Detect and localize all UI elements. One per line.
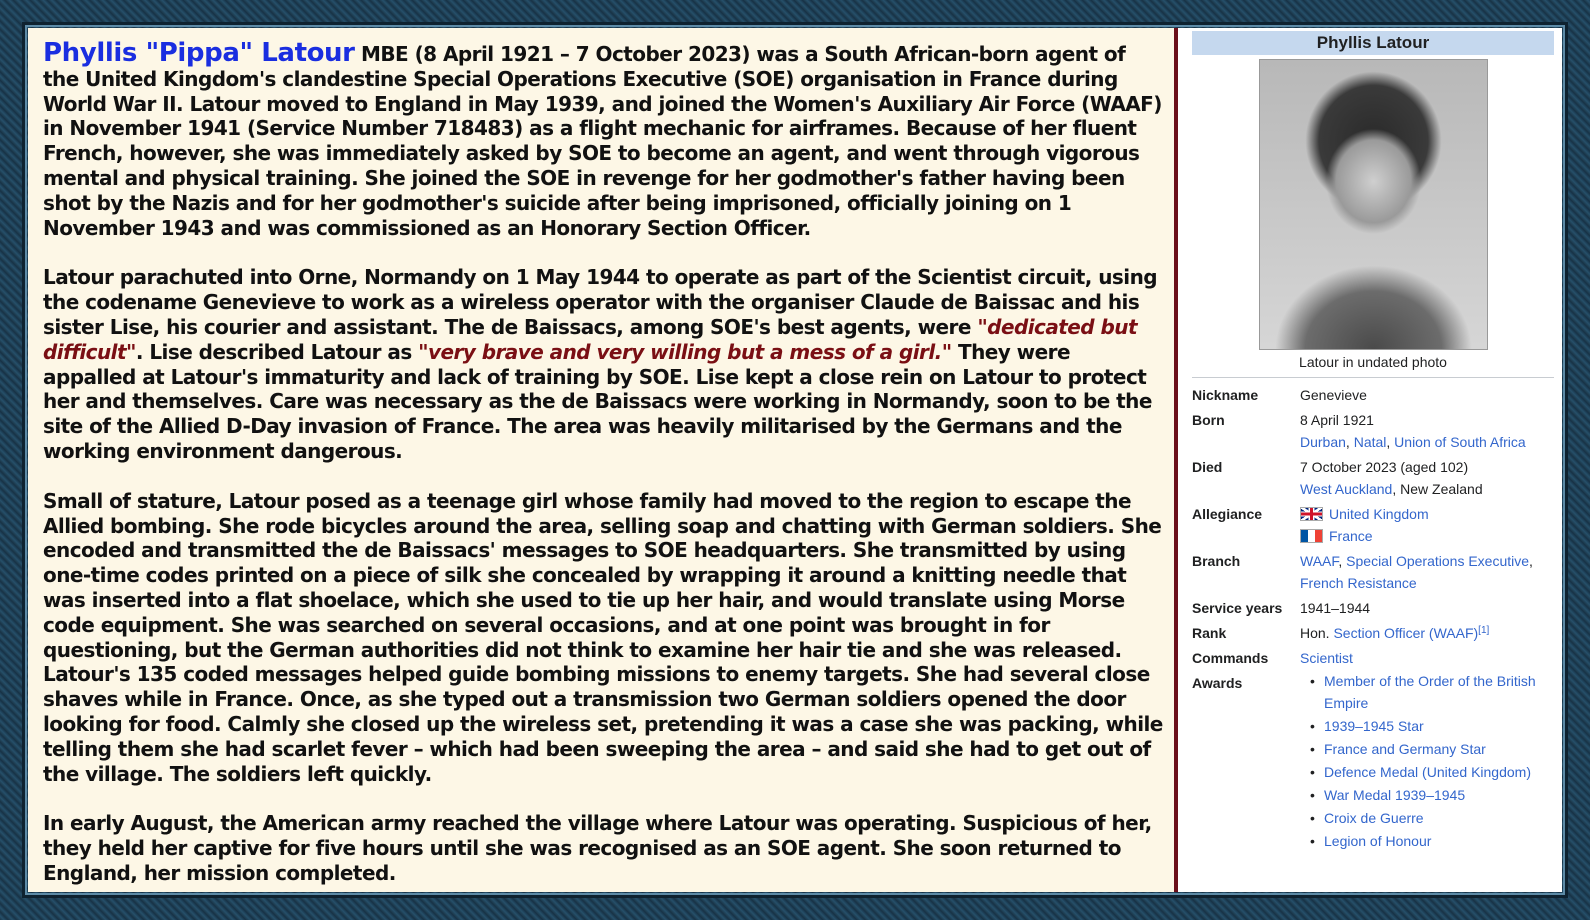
paragraph-3: Small of stature, Latour posed as a teenage girl whose family had moved to the region to escape the Allied bombing. She rode bicycles around the area, selling soap and chatting with German soldiers. She encoded and transmitted the de Baissacs' messages to SOE headquarters. She transmitted by using one-time codes printed on a piece of silk she concealed by wrapping it around a knitting needle that was inserted into a flat shoelace, which she used to tie up her hair, and would translate using Morse code equipment. She was searched on several occasions, and at one point was brought in for questioning, but the German authorities did not think to examine her hair tie and she was released. Latour's 135 coded messages helped guide bombing missions to enemy targets. She had several close shaves while in France. Once, as she typed out a transmission two German soldiers opened the door looking for food. Calmly she closed up the wireless set, pretending it was a case she was packing, while telling them she had scarlet fever – which had been sweeping the area – and said she had to get out of the village. The soldiers left quickly. — [43, 488, 1163, 786]
link-union-south-africa[interactable]: Union of South Africa — [1394, 434, 1526, 450]
branch-value — [1300, 550, 1554, 594]
infobox-title: Phyllis Latour — [1192, 31, 1554, 55]
branch-line-2 — [1300, 572, 1554, 594]
row-born — [1192, 409, 1554, 453]
awards-list — [1300, 670, 1554, 852]
row-rank — [1192, 622, 1554, 644]
died-label: Died — [1192, 459, 1223, 475]
allegiance-uk — [1300, 503, 1554, 525]
award-item — [1310, 670, 1554, 714]
link-durban[interactable]: Durban — [1300, 434, 1346, 450]
award-item — [1310, 830, 1554, 852]
commands-label: Commands — [1192, 650, 1269, 666]
france-flag-icon — [1300, 529, 1323, 543]
died-place-country: , New Zealand — [1392, 481, 1483, 497]
service-label: Service years — [1192, 600, 1283, 616]
row-service-years — [1192, 597, 1554, 619]
rank-prefix: Hon. — [1300, 625, 1334, 641]
died-value — [1300, 456, 1554, 500]
branch-line-1 — [1300, 550, 1554, 572]
commands-value — [1300, 647, 1554, 669]
paragraph-1 — [43, 38, 1164, 240]
link-award-croix-de-guerre[interactable]: Croix de Guerre — [1324, 810, 1424, 826]
award-item — [1310, 761, 1554, 783]
quote-dedicated: "dedicated but difficult" — [43, 314, 1137, 364]
link-award-1939-1945-star[interactable]: 1939–1945 Star — [1324, 718, 1424, 734]
born-label: Born — [1192, 412, 1225, 428]
award-item — [1310, 784, 1554, 806]
rank-label: Rank — [1192, 625, 1227, 641]
branch-sep-2: , — [1529, 553, 1533, 569]
infobox-divider — [1192, 377, 1554, 378]
died-date: 7 October 2023 (aged 102) — [1300, 459, 1469, 475]
quote-brave: "very brave and very willing but a mess of a girl." — [418, 339, 952, 364]
content-panel — [28, 28, 1562, 892]
nickname-label: Nickname — [1192, 387, 1259, 403]
row-nickname — [1192, 384, 1554, 406]
link-award-war-medal[interactable]: War Medal 1939–1945 — [1324, 787, 1466, 803]
nickname-value: Genevieve — [1300, 387, 1367, 403]
awards-value — [1300, 672, 1554, 853]
link-award-mbe[interactable]: Member of the Order of the British Empire — [1324, 673, 1536, 711]
infobox — [1178, 28, 1562, 892]
born-date: 8 April 1921 — [1300, 412, 1374, 428]
allegiance-value — [1300, 503, 1554, 547]
award-item — [1310, 738, 1554, 760]
born-sep-2: , — [1386, 434, 1395, 450]
paragraph-1-text: MBE (8 April 1921 – 7 October 2023) was a South African-born agent of the United Kingdom's clandestine Special Operations Executive (SOE) organisation in France during World War II. Latour moved to England in May 1939, and joined the Women's Auxiliary Air Force (WAAF) in November 1941 (Service Number 718483) as a flight mechanic for airframes. Because of her fluent French, however, she was immediately asked by SOE to become an agent, and went through vigorous mental and physical training. She joined the SOE in revenge for her godmother's father having been shot by the Nazis and for her godmother's suicide after being imprisoned, officially joining on 1 November 1943 and was commissioned as an Honorary Section Officer. — [43, 42, 1162, 240]
link-waaf[interactable]: WAAF — [1300, 553, 1339, 569]
award-item — [1310, 715, 1554, 737]
row-branch — [1192, 550, 1554, 594]
reference-1[interactable]: [1] — [1478, 625, 1490, 636]
link-scientist[interactable]: Scientist — [1300, 650, 1353, 666]
link-west-auckland[interactable]: West Auckland — [1300, 481, 1393, 497]
service-value: 1941–1944 — [1300, 600, 1371, 616]
row-allegiance — [1192, 503, 1554, 547]
paragraph-2-text-c: They were appalled at Latour's immaturity and lack of training by SOE. Lise kept a close rein on Latour to protect her and themselves. Care was necessary as the de Baissacs were working in Normandy, soon to be the site of the Allied D-Day invasion of France. The area was heavily militarised by the Germans and the working environment dangerous. — [43, 339, 1152, 463]
link-award-legion-of-honour[interactable]: Legion of Honour — [1324, 833, 1432, 849]
paragraph-4: In early August, the American army reached the village where Latour was operating. Suspicious of her, they held her captive for five hours until she was recognised as an SOE agent. She soon returned to England, her mission completed. — [43, 811, 1152, 885]
born-value — [1300, 409, 1554, 453]
link-natal[interactable]: Natal — [1353, 434, 1387, 450]
born-place — [1300, 431, 1554, 453]
link-award-defence-medal[interactable]: Defence Medal (United Kingdom) — [1324, 764, 1531, 780]
allegiance-label: Allegiance — [1192, 506, 1263, 522]
link-award-france-germany-star[interactable]: France and Germany Star — [1324, 741, 1486, 757]
row-died — [1192, 456, 1554, 500]
row-awards — [1192, 672, 1554, 853]
row-commands — [1192, 647, 1554, 669]
award-item — [1310, 807, 1554, 829]
born-sep-1: , — [1345, 434, 1354, 450]
article-text — [28, 28, 1178, 892]
photo-caption: Latour in undated photo — [1299, 354, 1447, 370]
paragraph-2-text-a: Latour parachuted into Orne, Normandy on 1 May 1944 to operate as part of the Scientist circuit, using the codename Genevieve to work as a wireless operator with the organiser Claude de Baissac and his sister Lise, his courier and assistant. The de Baissacs, among SOE's best agents, were — [43, 265, 1158, 339]
link-french-resistance[interactable]: French Resistance — [1300, 575, 1417, 591]
paragraph-2-text-b: . Lise described Latour as — [135, 339, 419, 364]
awards-label: Awards — [1192, 675, 1243, 691]
allegiance-france — [1300, 525, 1554, 547]
link-france[interactable]: France — [1329, 528, 1373, 544]
portrait-photo — [1259, 59, 1488, 350]
subject-name: Phyllis "Pippa" Latour — [43, 38, 355, 68]
uk-flag-icon — [1300, 507, 1323, 521]
branch-label: Branch — [1192, 553, 1241, 569]
rank-value — [1300, 622, 1554, 644]
link-soe[interactable]: Special Operations Executive — [1346, 553, 1530, 569]
link-united-kingdom[interactable]: United Kingdom — [1329, 506, 1429, 522]
link-section-officer[interactable]: Section Officer (WAAF) — [1333, 625, 1479, 641]
branch-sep-1: , — [1338, 553, 1347, 569]
paragraph-2 — [43, 265, 1164, 463]
died-place — [1300, 478, 1554, 500]
